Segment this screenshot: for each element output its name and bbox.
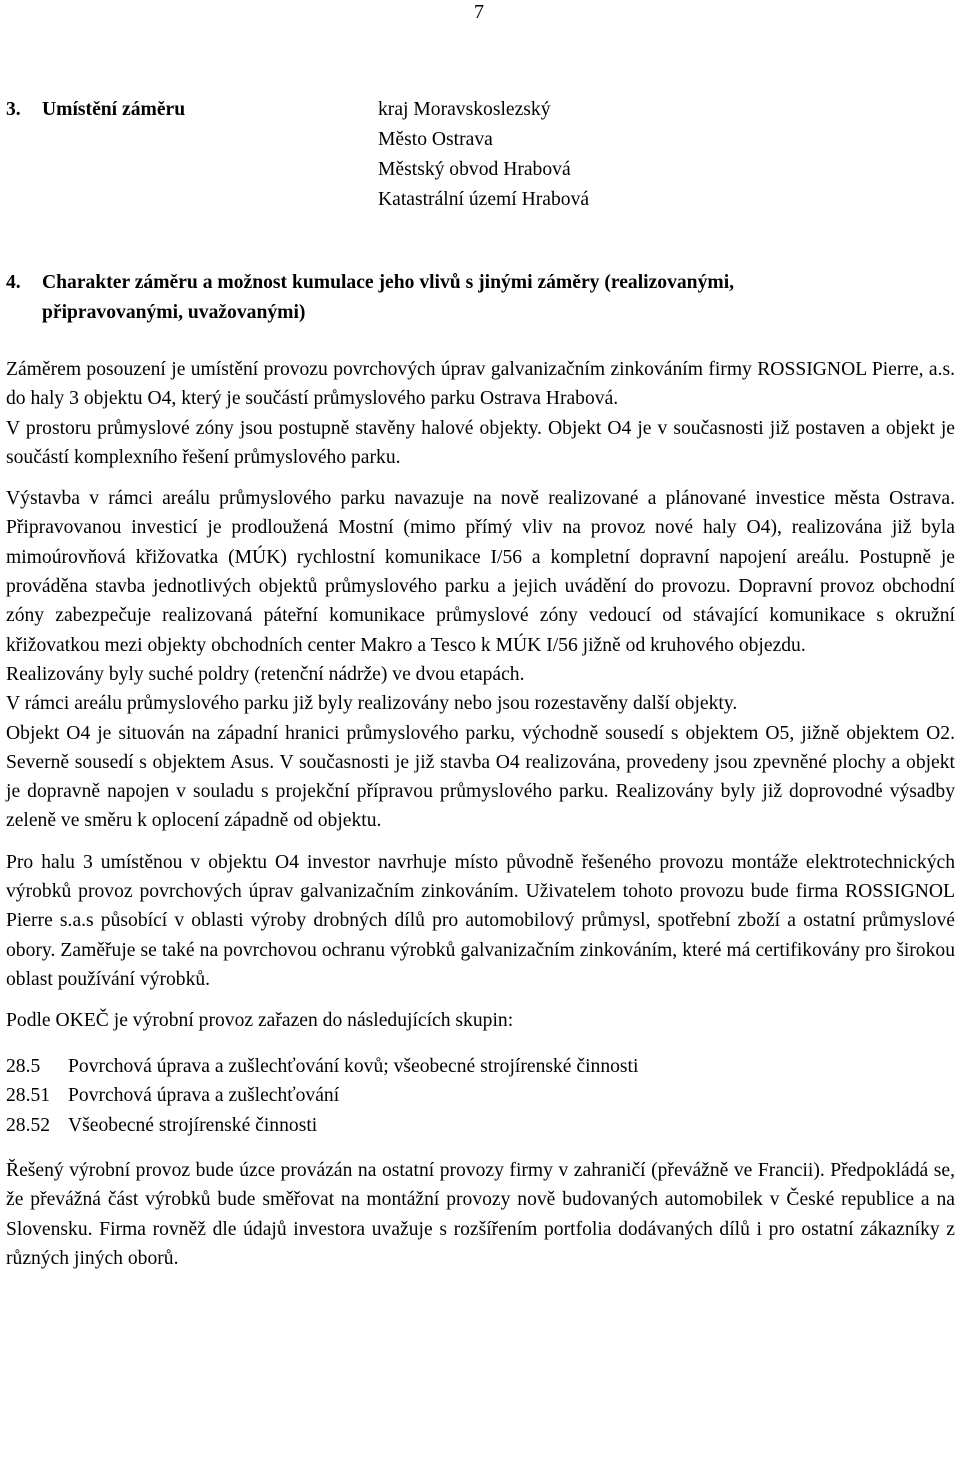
- section-3-number: 3.: [6, 99, 21, 120]
- nace-code: 28.5: [6, 1055, 41, 1077]
- section-4-body: [6, 355, 955, 1273]
- section-4-number: 4.: [6, 272, 21, 293]
- paragraph-construction: Výstavba v rámci areálu průmyslového parku navazuje na nově realizované a plánované investice města Ostrava. Připravovanou investicí je prodloužená Mostní (mimo přímý vliv na provoz nové haly O4), realizována již byla mimoúrovňová křižovatka (MÚK) rychlostní komunikace I/56 a kompletní dopravní napojení areálu. Postupně je prováděna stavba jednotlivých objektů průmyslového parku a jejich uvádění do provozu. Dopravní provoz obchodní zóny zabezpečuje realizovaná páteřní komunikace průmyslové zóny vedoucí od stávající komunikace s okružní křižovatkou mezi objekty obchodních center Makro a Tesco k MÚK I/56 jižně od kruhového objezdu.: [6, 488, 955, 656]
- location-region: kraj Moravskoslezský: [378, 99, 551, 120]
- nace-label: Povrchová úprava a zušlechťování: [68, 1085, 340, 1107]
- nace-code: 28.52: [6, 1114, 51, 1136]
- location-cadastral: Katastrální území Hrabová: [378, 189, 590, 210]
- paragraph-object-o4: Objekt O4 je situován na západní hranici průmyslového parku, východně sousedí s objektem O5, jižně objektem O2. Severně sousedí s objektem Asus. V současnosti je již stavba O4 realizována, provedeny jsou zpevněné plochy a objekt je dopravně napojen v souladu s projekční přípravou průmyslového parku. Realizovány byly již doprovodné výsadby zeleně ve směru k oplocení západně od objektu.: [6, 722, 955, 832]
- nace-label: Všeobecné strojírenské činnosti: [68, 1114, 318, 1136]
- nace-item: [6, 1052, 955, 1082]
- paragraph-investor: Pro halu 3 umístěnou v objektu O4 investor navrhuje místo původně řešeného provozu montáže elektrotechnických výrobků provoz povrchových úprav galvanizačním zinkováním. Uživatelem tohoto provozu bude firma ROSSIGNOL Pierre s.a.s působící v oblasti výroby drobných dílů pro automobilový průmysl, spotřební zboží a ostatní průmyslové obory. Zaměřuje se také na povrchovou ochranu výrobků galvanizačním zinkováním, které má certifikovány pro širokou oblast používání výrobků.: [6, 851, 955, 990]
- nace-label: Povrchová úprava a zušlechťování kovů; všeobecné strojírenské činnosti: [68, 1055, 639, 1077]
- paragraph-other-objects: V rámci areálu průmyslového parku již byly realizovány nebo jsou rozestavěny další objekty.: [6, 693, 738, 715]
- location-district: Městský obvod Hrabová: [378, 159, 571, 180]
- section-3-title: Umístění záměru: [42, 99, 186, 120]
- paragraph-export: Řešený výrobní provoz bude úzce provázán na ostatní provozy firmy v zahraničí (převážně ve Francii). Předpokládá se, že převážná část výrobků bude směřovat na montážní provozy nově budovaných automobilek v České republice a na Slovensku. Firma rovněž dle údajů investora uvažuje s rozšířením portfolia dodávaných dílů i pro ostatní zákazníky z různých jiných oborů.: [6, 1160, 955, 1269]
- nace-item: [6, 1111, 955, 1141]
- nace-item: [6, 1081, 955, 1111]
- nace-list: [6, 1052, 955, 1141]
- nace-code: 28.51: [6, 1085, 51, 1107]
- location-list: [378, 95, 589, 215]
- paragraph-purpose: Záměrem posouzení je umístění provozu povrchových úprav galvanizačním zinkováním firmy ROSSIGNOL Pierre, a.s. do haly 3 objektu O4, který je součástí průmyslového parku Ostrava Hrabová.: [6, 359, 955, 410]
- location-city: Město Ostrava: [378, 129, 493, 150]
- page-number: 7: [474, 1, 484, 23]
- paragraph-polders: Realizovány byly suché poldry (retenční nádrže) ve dvou etapách.: [6, 663, 525, 685]
- section-4-title-line: připravovanými, uvažovanými): [42, 302, 306, 323]
- paragraph-okec: Podle OKEČ je výrobní provoz zařazen do následujících skupin:: [6, 1010, 514, 1032]
- paragraph-industrial-zone: V prostoru průmyslové zóny jsou postupně stavěny halové objekty. Objekt O4 je v současnosti již postaven a objekt je součástí komplexního řešení průmyslového parku.: [6, 417, 955, 468]
- section-4-title-line: Charakter záměru a možnost kumulace jeho vlivů s jinými záměry (realizovanými,: [42, 272, 735, 293]
- section-4-title: [42, 268, 960, 328]
